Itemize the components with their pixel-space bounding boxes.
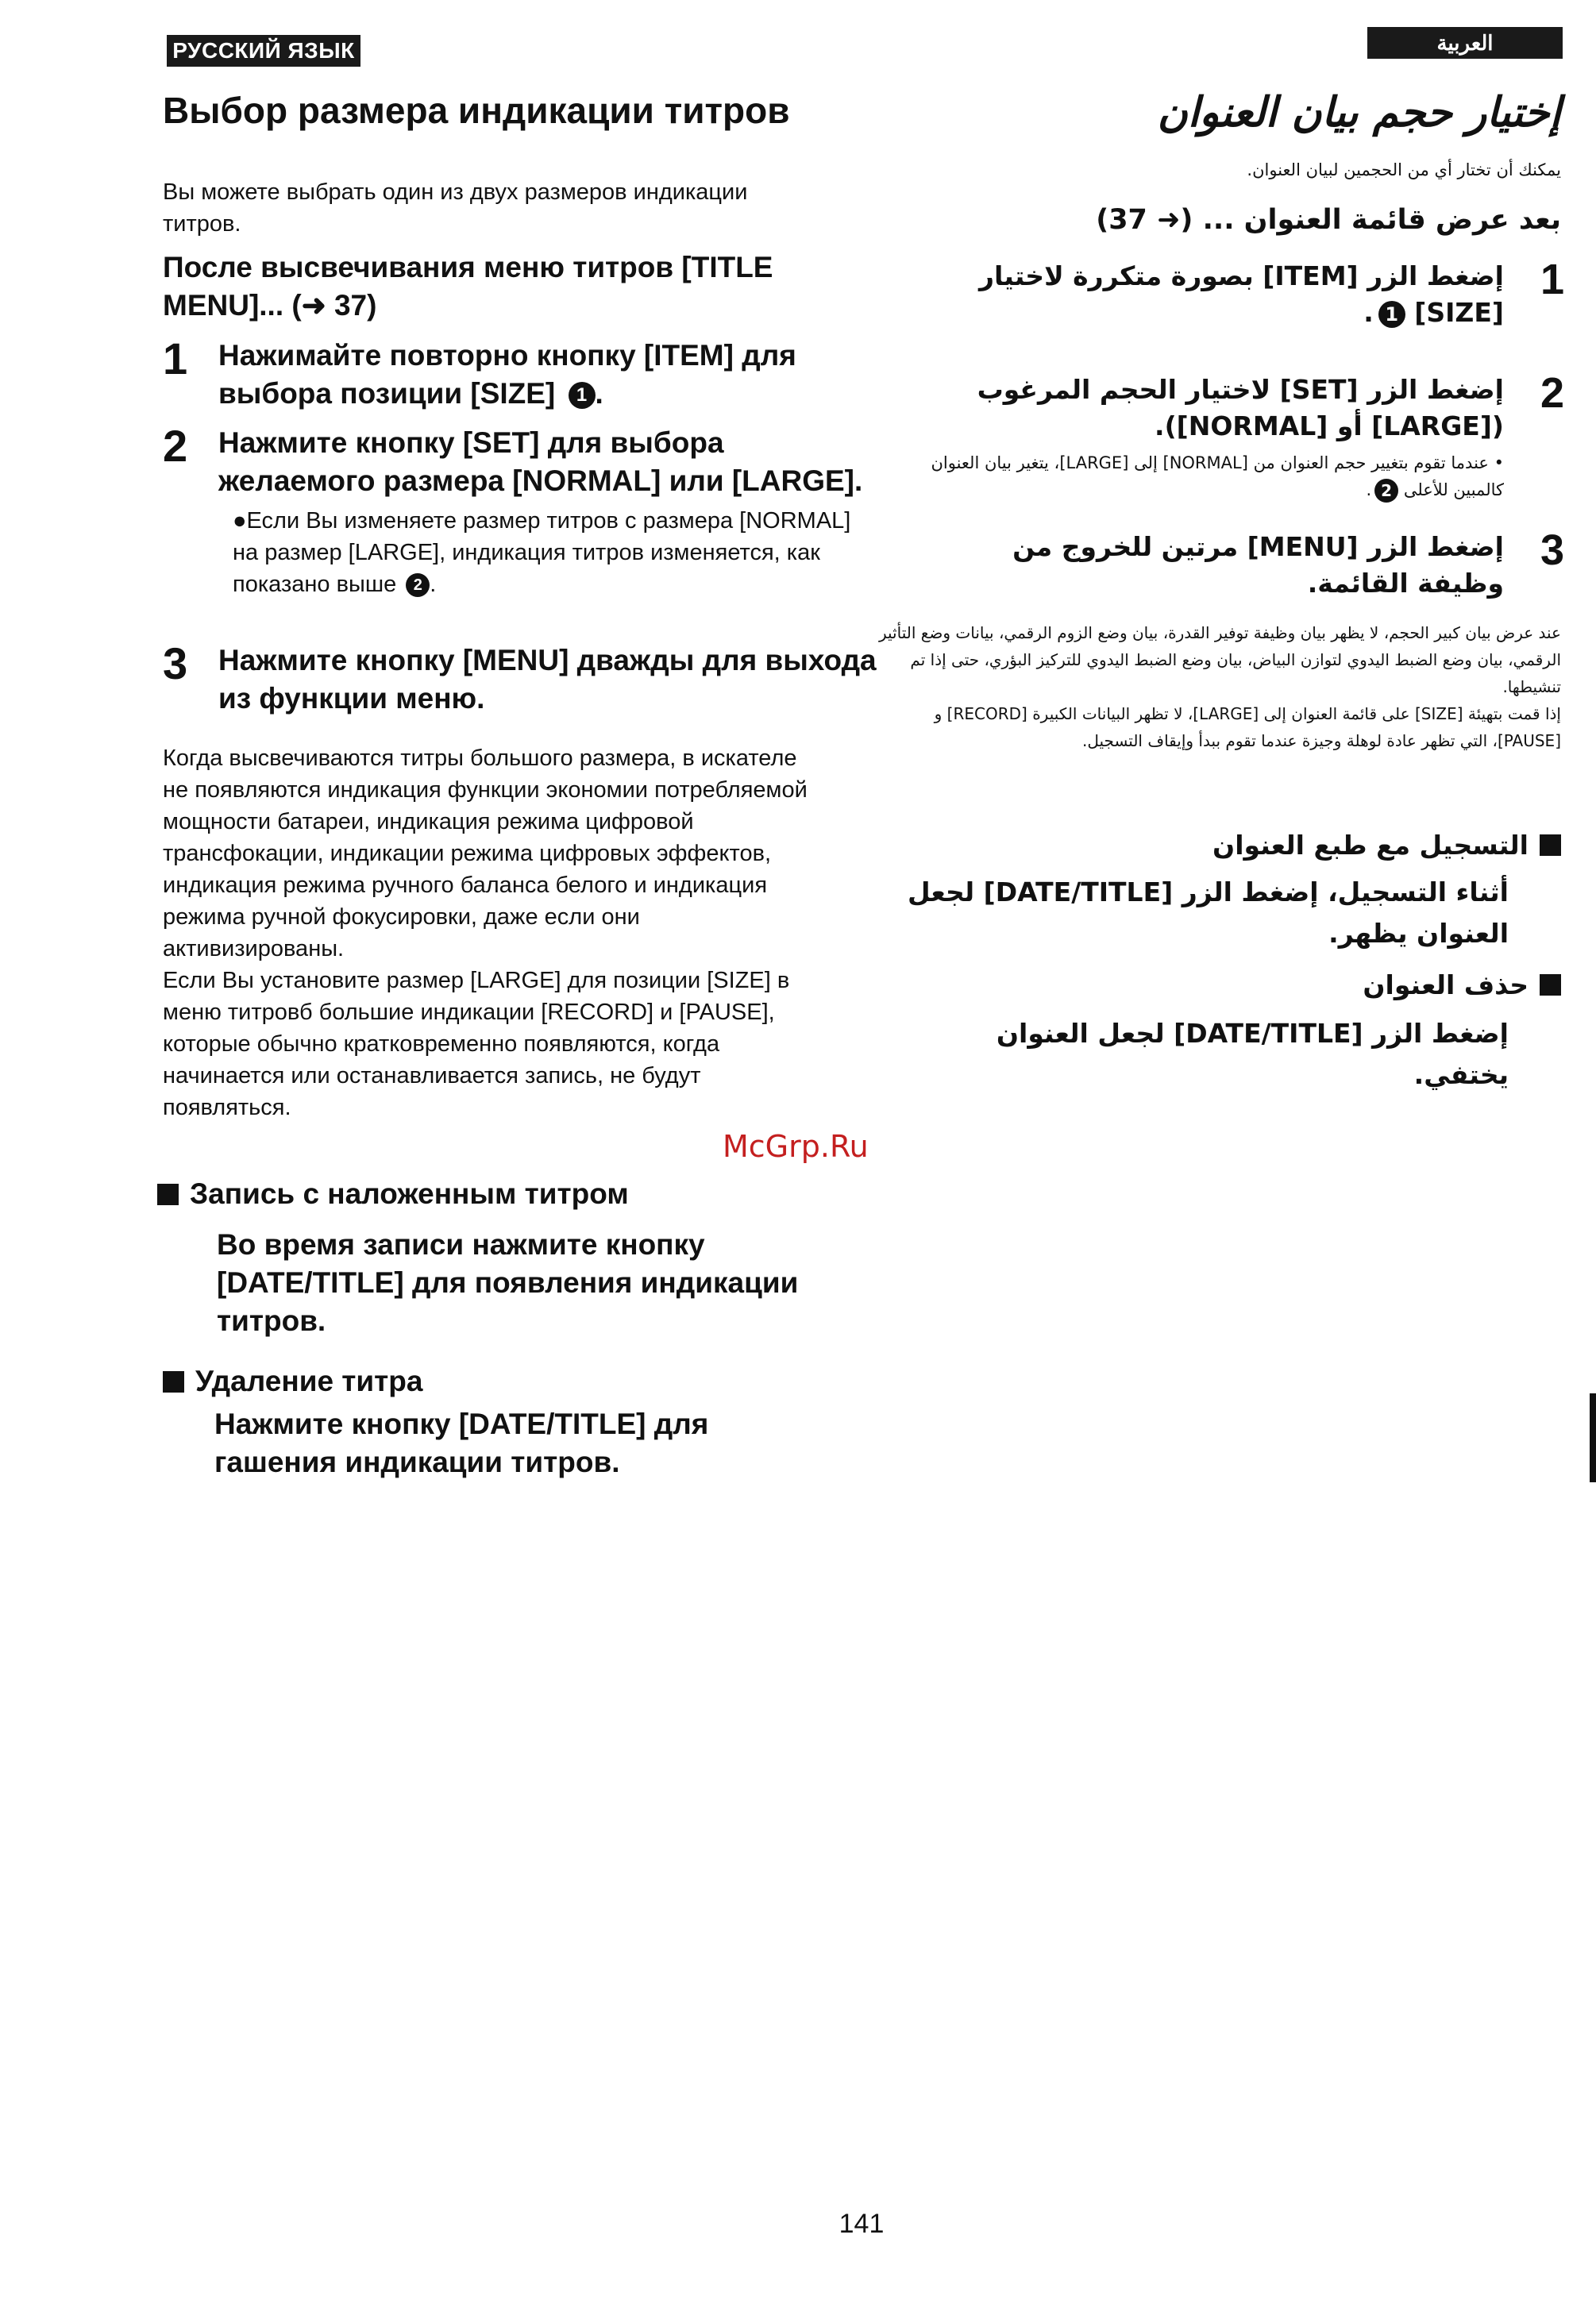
subsection-title-record-with-title: Запись с наложенным титром <box>157 1175 629 1213</box>
step-text: إضغط الزر [ITEM] بصورة متكررة لاختيار [SIZE] <box>978 260 1504 328</box>
step-2-russian: 2 Нажмите кнопку [SET] для выбора желаемого размера [NORMAL] или [LARGE]. ●Если Вы изменяете размер титров с размера [NORMAL] на размер [LARGE], индикация титров изменяется, как показано выше 2 . <box>163 424 877 600</box>
circled-number-2-icon: 2 <box>1374 479 1398 503</box>
body-paragraph: إذا قمت بتهيئة [SIZE] على قائمة العنوان إلى [LARGE]، لا تظهر البيانات الكبيرة [RECORD] و [PAUSE]، التي تظهر عادة لوهلة وجيزة عندما تقوم ببدأ وإيقاف التسجيل. <box>934 704 1561 750</box>
step-text: Нажмите кнопку [MENU] дважды для выхода из функции меню. <box>218 644 877 715</box>
after-menu-heading-russian: После высвечивания меню титров [TITLE MENU]... (➜ 37) <box>163 251 773 322</box>
intro-text-arabic: يمكنك أن تختار أي من الحجمين لبيان العنوان. <box>1247 160 1561 179</box>
section-title-arabic: إختيار حجم بيان العنوان <box>1157 89 1561 137</box>
subsection-body-delete-title: Нажмите кнопку [DATE/TITLE] для гашения индикации титров. <box>214 1408 709 1478</box>
body-text-russian <box>163 742 822 1123</box>
subsection-title-delete-title-arabic: حذف العنوان <box>926 967 1561 1004</box>
subsection-body-record-with-title: Во время записи нажмите кнопку [DATE/TITLE] для появления индикации титров. <box>217 1228 799 1337</box>
step-number: 3 <box>163 638 188 688</box>
subsection-title-record-with-title-arabic: التسجيل مع طبع العنوان <box>926 827 1561 864</box>
subsection-title-delete-title: Удаление титра <box>163 1362 422 1401</box>
step-number: 3 <box>1540 526 1564 574</box>
after-menu-heading-arabic: بعد عرض قائمة العنوان ... (➜ 37) <box>1096 204 1561 236</box>
step-2-arabic: 2 إضغط الزر [SET] لاختيار الحجم المرغوب ([LARGE] أو [NORMAL]). • عندما تقوم بتغيير حجم العنوان من [NORMAL] إلى [LARGE]، يتغير بيان العنوان كالمبين للأعلى 2. <box>929 372 1564 503</box>
step-1-arabic: 1 إضغط الزر [ITEM] بصورة متكررة لاختيار [SIZE] 1. <box>978 256 1564 328</box>
step-text: Нажмите кнопку [SET] для выбора желаемого размера [NORMAL] или [LARGE]. <box>218 426 863 497</box>
step-3-arabic <box>929 526 1564 602</box>
step-text: إضغط الزر [SET] لاختيار الحجم المرغوب ([LARGE] أو [NORMAL]). <box>977 374 1504 441</box>
body-paragraph: Если Вы установите размер [LARGE] для позиции [SIZE] в меню титровб большие индикации [RECORD] и [PAUSE], которые обычно кратковременно появляются, когда начинается или останавливается запись, не будут появляться. <box>163 968 790 1120</box>
body-text-arabic <box>878 619 1561 754</box>
step-text: Нажимайте повторно кнопку [ITEM] для выбора позиции [SIZE] <box>218 339 796 410</box>
watermark-text: McGrp.Ru <box>723 1129 869 1164</box>
step-number: 2 <box>1540 369 1564 417</box>
square-bullet-icon <box>163 1371 184 1393</box>
step-3-russian <box>163 638 877 718</box>
circled-number-1-icon: 1 <box>1378 301 1405 328</box>
square-bullet-icon <box>157 1184 179 1205</box>
step-text: إضغط الزر [MENU] مرتين للخروج من وظيفة القائمة. <box>1012 531 1504 599</box>
step-number: 1 <box>1540 256 1564 303</box>
intro-text-russian: Вы можете выбрать один из двух размеров индикации титров. <box>163 179 748 237</box>
page-edge-tab <box>1590 1393 1596 1482</box>
circled-number-1-icon: 1 <box>569 382 596 409</box>
step-1-russian: 1 Нажимайте повторно кнопку [ITEM] для выбора позиции [SIZE] 1 . <box>163 333 796 410</box>
language-tag-arabic: العربية <box>1367 27 1563 59</box>
language-tag-russian: РУССКИЙ ЯЗЫК <box>167 35 360 67</box>
page-number: 141 <box>838 2209 885 2239</box>
subsection-body-record-with-title-arabic: أثناء التسجيل، إضغط الزر [DATE/TITLE] لجعل العنوان يظهر. <box>907 877 1509 949</box>
step-note: ●Если Вы изменяете размер титров с размера [NORMAL] на размер [LARGE], индикация титров изменяется, как показано выше <box>233 508 851 597</box>
circled-number-2-icon: 2 <box>406 573 430 597</box>
body-paragraph: Когда высвечиваются титры большого размера, в искателе не появляются индикация функции экономии потребляемой мощности батареи, индикация режима цифровой трансфокации, индикации режима цифровых эффектов, индикация режима ручного баланса белого и индикация режима ручной фокусировки, даже если они активизированы. <box>163 746 808 961</box>
step-note: • عندما تقوم بتغيير حجم العنوان من [NORMAL] إلى [LARGE]، يتغير بيان العنوان كالمبين للأعلى <box>931 453 1504 499</box>
square-bullet-icon <box>1540 834 1561 856</box>
step-number: 1 <box>163 333 188 383</box>
square-bullet-icon <box>1540 974 1561 996</box>
body-paragraph: عند عرض بيان كبير الحجم، لا يظهر بيان وظيفة توفير القدرة، بيان وضع الزوم الرقمي، بيانات وضع التأثير الرقمي، بيان وضع الضبط اليدوي لتوازن البياض، بيان وضع الضبط اليدوي للتركيز البؤري، حتى إذا تم تنشيطها. <box>878 623 1561 696</box>
section-title-russian: Выбор размера индикации титров <box>163 90 790 131</box>
subsection-body-delete-title-arabic: إضغط الزر [DATE/TITLE] لجعل العنوان يختفي. <box>996 1018 1509 1090</box>
step-number: 2 <box>163 421 188 471</box>
